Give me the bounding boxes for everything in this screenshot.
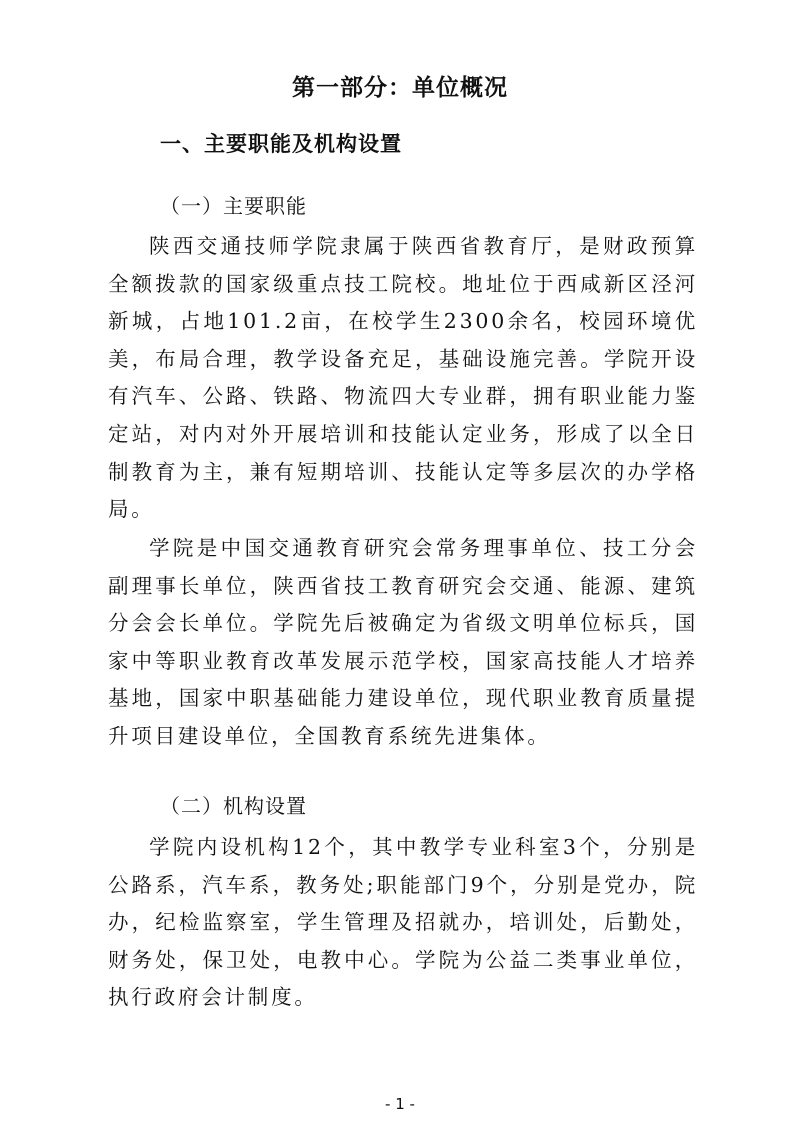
subsection-heading-structure: （二）机构设置 xyxy=(160,794,307,818)
page-number: - 1 - xyxy=(385,1095,415,1113)
page-title: 第一部分：单位概况 xyxy=(292,75,508,101)
paragraph-functions-1: 陕西交通技师学院隶属于陕西省教育厅，是财政预算全额拨款的国家级重点技工院校。地址位于西咸新区泾河新城，占地101.2亩，在校学生2300余名，校园环境优美，布局合理，教学设备充足，基础设施完善。学院开设有汽车、公路、铁路、物流四大专业群，拥有职业能力鉴定站，对内对外开展培训和技能认定业务，形成了以全日制教育为主，兼有短期培训、技能认定等多层次的办学格局。 xyxy=(108,234,698,522)
paragraph-structure-1: 学院内设机构12个，其中教学专业科室3个，分别是公路系，汽车系，教务处;职能部门9个，分别是党办，院办，纪检监察室，学生管理及招就办，培训处，后勤处，财务处，保卫处，电教中心。学院为公益二类事业单位，执行政府会计制度。 xyxy=(108,835,698,1010)
paragraph-functions-2: 学院是中国交通教育研究会常务理事单位、技工分会副理事长单位，陕西省技工教育研究会交通、能源、建筑分会会长单位。学院先后被确定为省级文明单位标兵，国家中等职业教育改革发展示范学校，国家高技能人才培养基地，国家中职基础能力建设单位，现代职业教育质量提升项目建设单位，全国教育系统先进集体。 xyxy=(108,536,698,748)
section-heading: 一、主要职能及机构设置 xyxy=(160,132,402,156)
subsection-heading-functions: （一）主要职能 xyxy=(160,194,307,218)
